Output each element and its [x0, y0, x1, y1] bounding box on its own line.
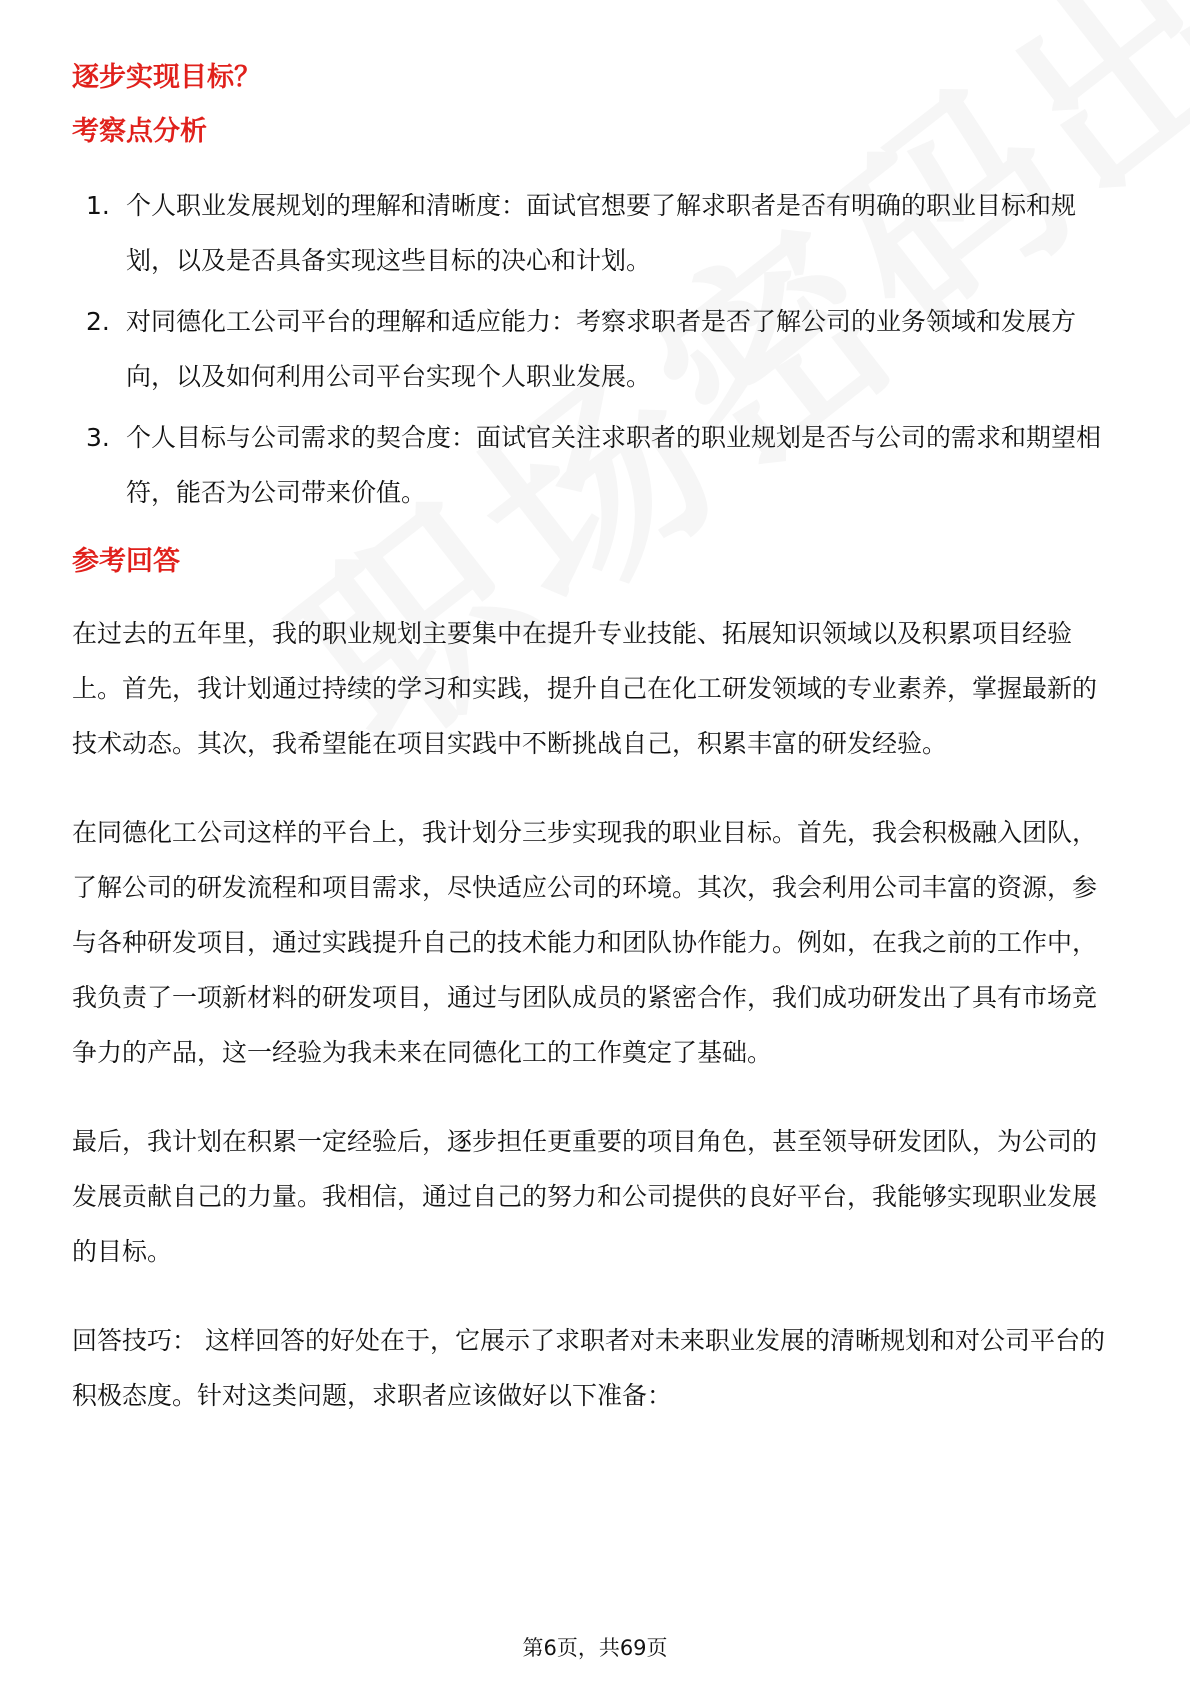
list-number: 3. — [86, 423, 110, 452]
page-number-footer: 第6页，共69页 — [522, 1636, 668, 1660]
page-content — [72, 48, 1118, 1423]
answer-paragraph-2: 在同德化工公司这样的平台上，我计划分三步实现我的职业目标。首先，我会积极融入团队，了解公司的研发流程和项目需求，尽快适应公司的环境。其次，我会利用公司丰富的资源，参与各种研发项目，通过实践提升自己的技术能力和团队协作能力。例如，在我之前的工作中，我负责了一项新材料的研发项目，通过与团队成员的紧密合作，我们成功研发出了具有市场竞争力的产品，这一经验为我未来在同德化工的工作奠定了基础。 — [72, 818, 1098, 1067]
analysis-point-text: 个人职业发展规划的理解和清晰度：面试官想要了解求职者是否有明确的职业目标和规划，以及是否具备实现这些目标的决心和计划。 — [126, 191, 1077, 275]
analysis-heading: 考察点分析 — [72, 116, 207, 147]
answer-heading: 参考回答 — [72, 546, 180, 577]
analysis-point-text: 个人目标与公司需求的契合度：面试官关注求职者的职业规划是否与公司的需求和期望相符，能否为公司带来价值。 — [126, 423, 1102, 507]
question-heading-tail: 逐步实现目标？ — [72, 62, 261, 93]
analysis-point-3 — [72, 410, 1118, 520]
list-number: 1. — [86, 191, 110, 220]
answer-paragraph-3: 最后，我计划在积累一定经验后，逐步担任更重要的项目角色，甚至领导研发团队，为公司的发展贡献自己的力量。我相信，通过自己的努力和公司提供的良好平台，我能够实现职业发展的目标。 — [72, 1127, 1098, 1266]
analysis-point-1 — [72, 178, 1118, 288]
analysis-point-text: 对同德化工公司平台的理解和适应能力：考察求职者是否了解公司的业务领域和发展方向，以及如何利用公司平台实现个人职业发展。 — [126, 307, 1077, 391]
analysis-point-2 — [72, 294, 1118, 404]
analysis-points-list — [72, 178, 1118, 520]
list-number: 2. — [86, 307, 110, 336]
answer-paragraph-1: 在过去的五年里，我的职业规划主要集中在提升专业技能、拓展知识领域以及积累项目经验上。首先，我计划通过持续的学习和实践，提升自己在化工研发领域的专业素养，掌握最新的技术动态。其次，我希望能在项目实践中不断挑战自己，积累丰富的研发经验。 — [72, 619, 1098, 758]
answer-tips-paragraph: 回答技巧： 这样回答的好处在于，它展示了求职者对未来职业发展的清晰规划和对公司平台的积极态度。针对这类问题，求职者应该做好以下准备： — [72, 1326, 1105, 1410]
